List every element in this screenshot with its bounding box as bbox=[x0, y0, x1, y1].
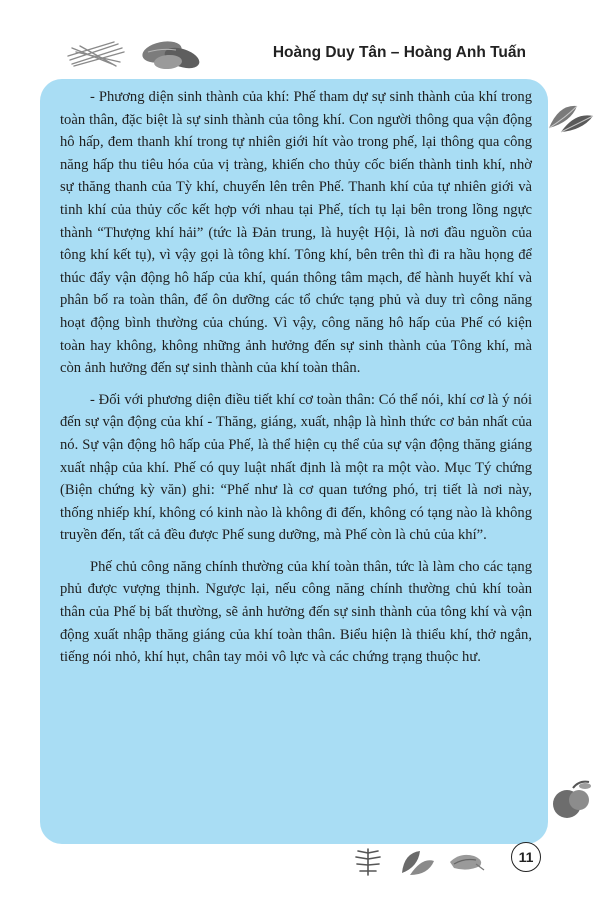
root-icon bbox=[446, 848, 486, 874]
body-text bbox=[60, 86, 532, 678]
straw-herb-icon bbox=[66, 38, 126, 70]
page-number: 11 bbox=[511, 842, 541, 872]
fruit-icon bbox=[547, 778, 595, 822]
leaf-herb-icon bbox=[545, 98, 597, 138]
paragraph-3: Phế chủ công năng chính thường của khí toàn thân, tức là làm cho các tạng phủ được vượng thịnh. Ngược lại, nếu công năng chính thường chủ khí toàn thân của Phế bị bất thường, sẽ ảnh hưởng đến sự sinh thành của tông khí và vận động xuất nhập thăng giáng của khí toàn thân. Biểu hiện là thiểu khí, thở ngắn, tiếng nói nhỏ, khí hụt, chân tay mỏi vô lực và các chứng trạng thuộc hư. bbox=[60, 558, 532, 666]
paragraph-2: - Đối với phương diện điều tiết khí cơ toàn thân: Có thể nói, khí cơ là ý nói đến sự vận động của khí - Thăng, giáng, xuất, nhập là hình thức cơ bản nhất của nó. Sự vận động hô hấp của Phế, là thể hiện cụ thể của sự vận động thăng giáng xuất nhập của khí. Phế có quy luật nhất định là một ra một vào. Mục Tý chứng (Biện chứng kỳ văn) ghi: “Phế như là cơ quan tướng phó, trị tiết là nơi này, thống nhiếp khí, không có kinh nào là không đi đến, không có tạng nào là không truyền đến, tất cả đều được Phế sung dưỡng, mà Phế còn là chủ của khí”. bbox=[60, 391, 532, 544]
paragraph-1: - Phương diện sinh thành của khí: Phế tham dự sự sinh thành của khí trong toàn thân, đặc biệt là sự sinh thành của tông khí. Con người thông qua vận động hô hấp, đem thanh khí trong tự nhiên giới hít vào trong phế, lại thông qua công năng hấp thu tiêu hóa của vị tràng, khiến cho thủy cốc biến thành tinh khí, nhờ sự thăng thanh của Tỳ khí, chuyển lên trên Phế. Thanh khí của tự nhiên giới và tinh khí của thủy cốc kết hợp với nhau tại Phế, tích tụ lại bên trong lồng ngực thành “Thượng khí hải” (tức là Đản trung, là huyệt Hội, là nơi đầu nguồn của tông khí kết tụ), vì vậy gọi là tông khí. Tông khí, bên trên thì đi ra hầu họng để thúc đẩy vận động hô hấp của khí, quán thông tâm mạch, để hành huyết khí và phân bố ra toàn thân, để ôn dưỡng các tổ chức tạng phủ và duy trì công năng hoạt động bình thường của chúng. Vì vậy, công năng hô hấp của Phế có kiện toàn hay không, không những ảnh hưởng đến sự sinh thành của Tông khí, mà còn ảnh hưởng đến sự sinh thành của khí toàn thân. bbox=[60, 89, 532, 377]
almond-icon bbox=[138, 34, 204, 74]
fern-icon bbox=[352, 847, 384, 877]
leaf-icon bbox=[398, 847, 436, 877]
header-title: Hoàng Duy Tân – Hoàng Anh Tuấn bbox=[272, 44, 526, 61]
